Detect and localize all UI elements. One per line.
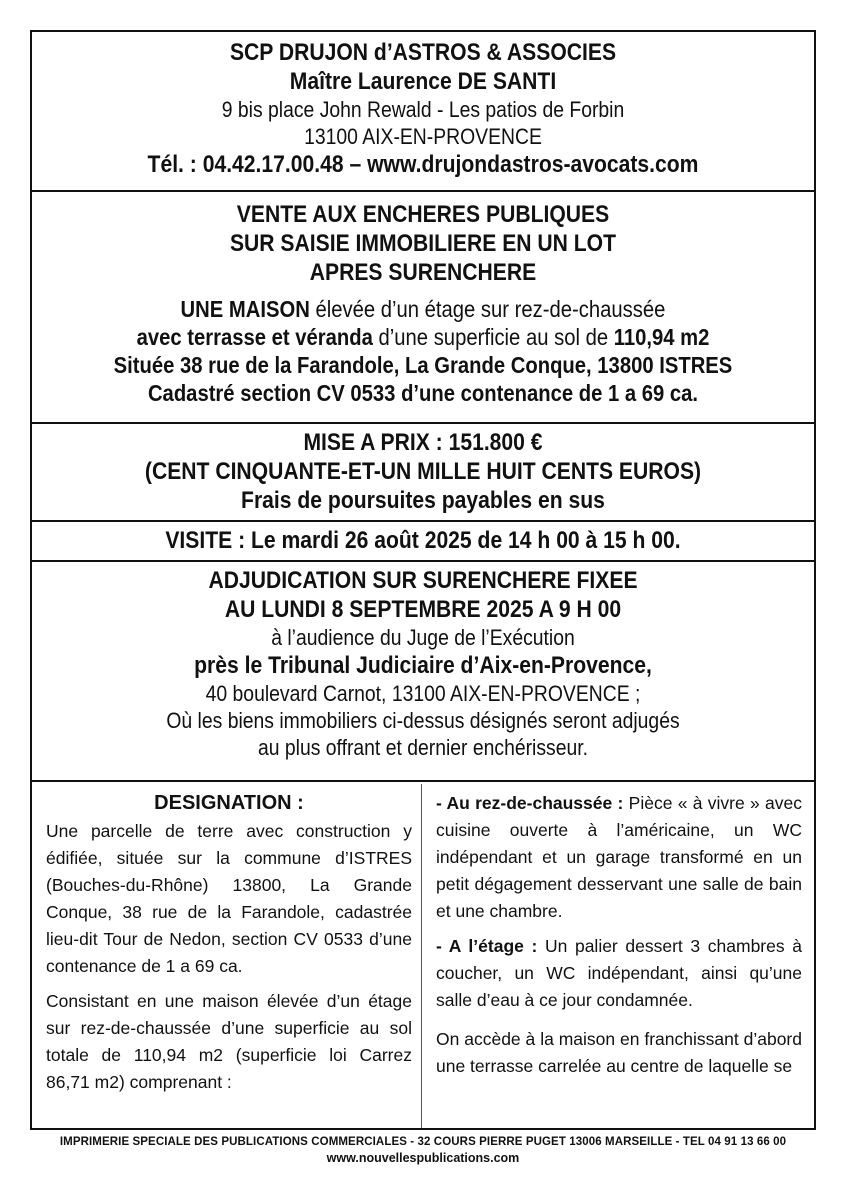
- ground-floor-label: - Au rez-de-chaussée :: [436, 793, 624, 813]
- sale-title-2: SUR SAISIE IMMOBILIERE EN UN LOT: [229, 230, 617, 257]
- adjudication-note-1: Où les biens immobiliers ci-dessus désignés seront adjugés: [166, 708, 680, 733]
- designation-parcel: Une parcelle de terre avec construction y édifiée, située sur la commune d’ISTRES (Bouches-du-Rhône) 13800, La Grande Conque, 38 rue de la Farandole, cadastrée lieu-dit Tour de Nedon, section CV 0533 d’une contenance de 1 a 69 ca.: [46, 821, 412, 976]
- designation-section: [32, 784, 814, 1128]
- adjudication-title-1: ADJUDICATION SUR SURENCHERE FIXEE: [208, 567, 638, 594]
- upper-floor-desc: [436, 933, 802, 1014]
- sale-title-1: VENTE AUX ENCHERES PUBLIQUES: [236, 201, 610, 228]
- designation-heading: DESIGNATION :: [154, 792, 304, 814]
- hearing-line: à l’audience du Juge de l’Exécution: [271, 625, 575, 650]
- notice-frame: [30, 30, 816, 1130]
- designation-house: Consistant en une maison élevée d’un étage sur rez-de-chaussée d’une superficie au sol totale de 110,94 m2 (superficie loi Carrez 86,71 m2) comprenant :: [46, 991, 412, 1092]
- lawyer-name: Maître Laurence DE SANTI: [289, 68, 557, 95]
- printer-info: IMPRIMERIE SPECIALE DES PUBLICATIONS COMMERCIALES - 32 COURS PIERRE PUGET 13006 MARSEILLE - TEL 04 91 13 66 00: [59, 1136, 787, 1148]
- ground-floor-text: Pièce « à vivre » avec cuisine ouverte à l’américaine, un WC indépendant et un garage transformé en un petit dégagement desservant une salle de bain et une chambre.: [436, 793, 802, 921]
- price-section: [32, 424, 814, 522]
- adjudication-section: [32, 562, 814, 782]
- visit-section: [32, 522, 814, 562]
- visit-date: VISITE : Le mardi 26 août 2025 de 14 h 00 à 15 h 00.: [165, 527, 681, 554]
- sale-cadastre: Cadastré section CV 0533 d’une contenance de 1 a 69 ca.: [147, 380, 699, 406]
- lawyer-header: [32, 32, 814, 192]
- court-name: près le Tribunal Judiciaire d’Aix-en-Provence,: [194, 652, 652, 679]
- sale-line-2: [79, 323, 767, 351]
- sale-house-desc: élevée d’un étage sur rez-de-chaussée: [309, 296, 666, 322]
- sale-location: Située 38 rue de la Farandole, La Grande Conque, 13800 ISTRES: [113, 352, 733, 378]
- starting-price-words: (CENT CINQUANTE-ET-UN MILLE HUIT CENTS EUROS): [144, 458, 702, 485]
- firm-address: 9 bis place John Rewald - Les patios de Forbin: [221, 97, 625, 122]
- sale-line-1: [79, 295, 767, 323]
- sale-section: [32, 192, 814, 424]
- printer-website: www.nouvellespublications.com: [326, 1151, 520, 1165]
- upper-floor-text: Un palier dessert 3 chambres à coucher, un WC indépendant, ainsi qu’une salle d’eau à ce jour condamnée.: [436, 936, 802, 1010]
- upper-floor-label: - A l’étage :: [436, 936, 538, 956]
- court-address: 40 boulevard Carnot, 13100 AIX-EN-PROVENCE ;: [205, 681, 641, 706]
- column-divider: [421, 784, 422, 1128]
- sale-terrace-label: avec terrasse et véranda: [136, 324, 373, 350]
- adjudication-note-2: au plus offrant et dernier enchérisseur.: [257, 735, 589, 760]
- printer-footer: [30, 1134, 816, 1166]
- sale-title-3: APRES SURENCHERE: [309, 259, 537, 286]
- firm-city: 13100 AIX-EN-PROVENCE: [304, 124, 542, 149]
- starting-price: MISE A PRIX : 151.800 €: [303, 429, 543, 456]
- adjudication-title-2: AU LUNDI 8 SEPTEMBRE 2025 A 9 H 00: [224, 596, 622, 623]
- designation-right-column: [436, 790, 802, 1088]
- sale-surface-text: d’une superficie au sol de: [372, 324, 614, 350]
- designation-left-column: [46, 790, 412, 1104]
- access-desc: On accède à la maison en franchissant d’abord une terrasse carrelée au centre de laquelle se: [436, 1029, 802, 1076]
- sale-surface-value: 110,94 m2: [613, 324, 710, 350]
- firm-contact: Tél. : 04.42.17.00.48 – www.drujondastros-avocats.com: [147, 151, 699, 178]
- ground-floor-desc: [436, 790, 802, 925]
- firm-name: SCP DRUJON d’ASTROS & ASSOCIES: [229, 39, 617, 66]
- costs-note: Frais de poursuites payables en sus: [241, 487, 605, 514]
- sale-house-label: UNE MAISON: [180, 296, 310, 322]
